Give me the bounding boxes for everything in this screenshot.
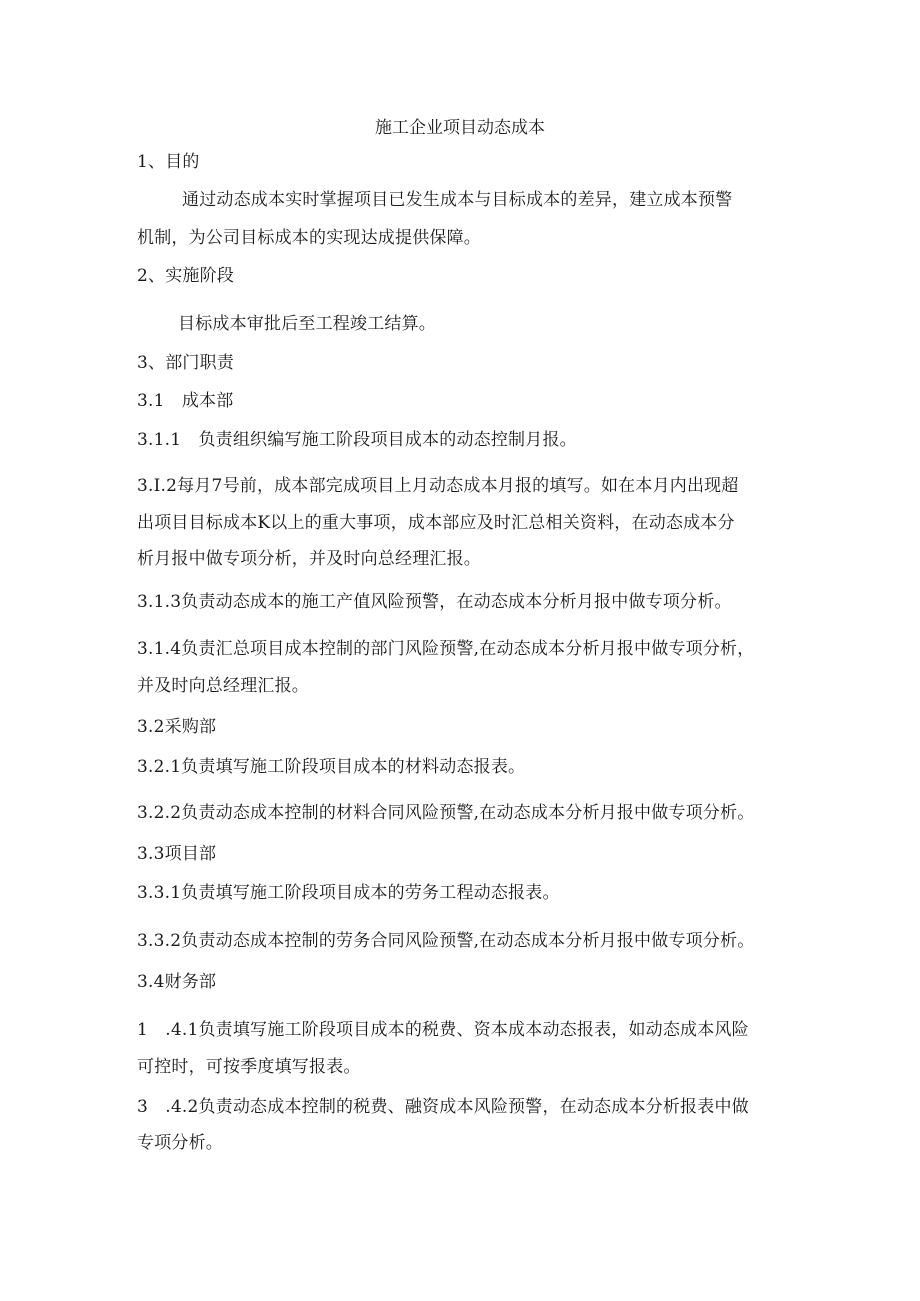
paragraph-line: 3.1.1 负责组织编写施工阶段项目成本的动态控制月报。 — [137, 430, 577, 450]
paragraph-line: 机制，为公司目标成本的实现达成提供保障。 — [137, 228, 481, 248]
paragraph-line: 3.I.2每月7号前，成本部完成项目上月动态成本月报的填写。如在本月内出现超 — [137, 476, 739, 496]
paragraph-line: 出项目目标成本K以上的重大事项，成本部应及时汇总相关资料，在动态成本分 — [137, 513, 735, 533]
heading-responsibilities: 3、部门职责 — [137, 353, 235, 373]
heading-stage: 2、实施阶段 — [137, 266, 235, 286]
paragraph-line: 3.1.4负责汇总项目成本控制的部门风险预警,在动态成本分析月报中做专项分析， — [137, 639, 755, 659]
paragraph-line: 3 .4.2负责动态成本控制的税费、融资成本风险预警，在动态成本分析报表中做 — [137, 1097, 749, 1117]
paragraph-line: 析月报中做专项分析，并及时向总经理汇报。 — [137, 549, 481, 569]
heading-purpose: 1、目的 — [137, 152, 200, 172]
paragraph-line: 1 .4.1负责填写施工阶段项目成本的税费、资本成本动态报表，如动态成本风险 — [137, 1020, 749, 1040]
subheading-project-dept: 3.3项目部 — [137, 844, 217, 864]
paragraph-line: 3.2.1负责填写施工阶段项目成本的材料动态报表。 — [137, 757, 526, 777]
paragraph-line: 通过动态成本实时掌握项目已发生成本与目标成本的差异，建立成本预警 — [182, 190, 733, 210]
subheading-finance: 3.4财务部 — [137, 972, 217, 992]
paragraph-line: 3.2.2负责动态成本控制的材料合同风险预警,在动态成本分析月报中做专项分析。 — [137, 803, 755, 823]
subheading-procurement: 3.2采购部 — [137, 717, 217, 737]
paragraph-line: 3.3.2负责动态成本控制的劳务合同风险预警,在动态成本分析月报中做专项分析。 — [137, 931, 755, 951]
paragraph-line: 并及时向总经理汇报。 — [137, 676, 309, 696]
paragraph-line: 可控时，可按季度填写报表。 — [137, 1057, 361, 1077]
paragraph-line: 3.3.1负责填写施工阶段项目成本的劳务工程动态报表。 — [137, 883, 560, 903]
paragraph-line: 3.1.3负责动态成本的施工产值风险预警，在动态成本分析月报中做专项分析。 — [137, 592, 732, 612]
paragraph-line: 目标成本审批后至工程竣工结算。 — [178, 314, 436, 334]
subheading-cost-dept: 3.1 成本部 — [137, 391, 234, 411]
document-title: 施工企业项目动态成本 — [375, 118, 545, 138]
paragraph-line: 专项分析。 — [137, 1133, 223, 1153]
